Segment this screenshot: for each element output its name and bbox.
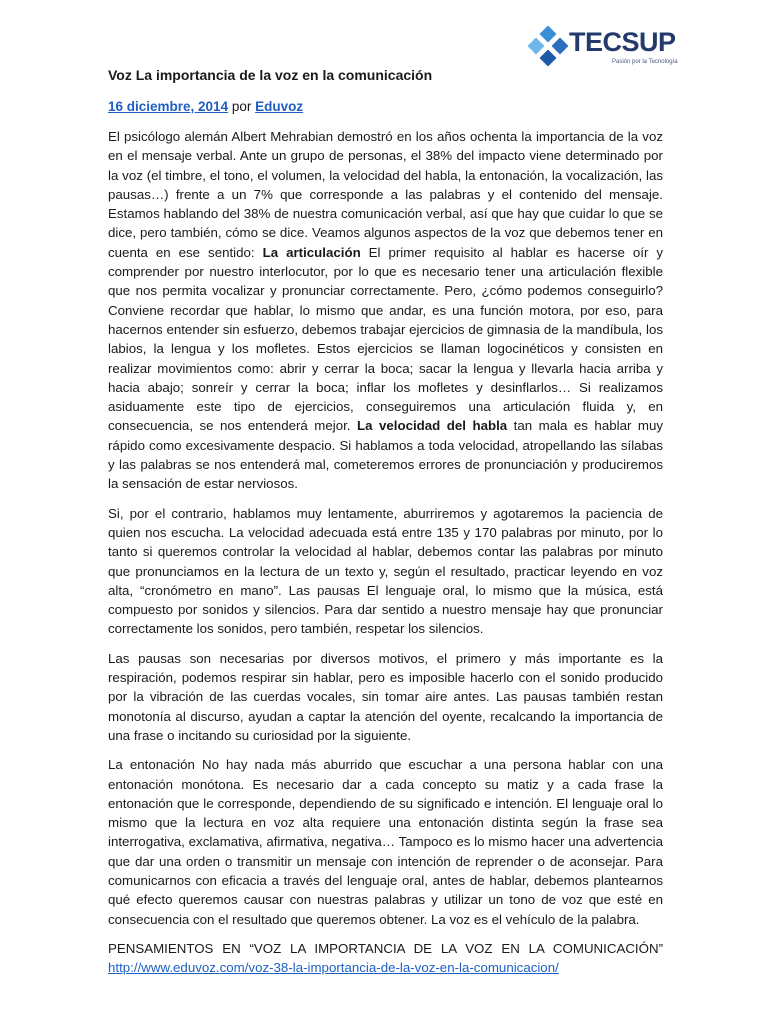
pensamientos-heading: PENSAMIENTOS EN “VOZ LA IMPORTANCIA DE LA VOZ EN LA COMUNICACIÓN”	[108, 940, 663, 956]
document-title: Voz La importancia de la voz en la comunicación	[108, 67, 433, 83]
p1-text-a: El psicólogo alemán Albert Mehrabian demostró en los años ochenta la importancia de la voz en el mensaje verbal. Ante un grupo de personas, el 38% del impacto viene determinado por la voz (el timbre, el tono, el volumen, la velocidad del habla, la entonación, la vocalización, las pausas…) frente a un 7% que corresponde a las palabras y el contenido del mensaje. Estamos hablando del 38% de nuestra comunicación verbal, así que hay que cuidar lo que se dice, pero también, cómo se dice. Veamos algunos aspectos de la voz que debemos tener en cuenta en ese sentido:	[108, 129, 663, 260]
logo-tagline: Pasión por la Tecnología	[612, 59, 678, 65]
date-link[interactable]: 16 diciembre, 2014	[108, 99, 229, 114]
by-label: por	[231, 99, 252, 114]
source-url-link[interactable]: http://www.eduvoz.com/voz-38-la-importancia-de-la-voz-en-la-comunicacion/	[108, 960, 559, 976]
paragraph-1	[108, 127, 663, 494]
paragraph-3: Las pausas son necesarias por diversos motivos, el primero y más importante es la respiración, podemos respirar sin hablar, pero es imposible hacerlo con el sonido producido por la vibración de las cuerdas vocales, sin tomar aire antes. Las pausas también restan monotonía al discurso, ayudan a captar la atención del oyente, recalcando la importancia de una frase o incitando su curiosidad por la siguiente.	[108, 650, 663, 743]
p1-bold-velocidad: La velocidad del habla	[356, 418, 508, 434]
p1-bold-articulacion: La articulación	[262, 244, 361, 260]
paragraph-2: Si, por el contrario, hablamos muy lentamente, aburriremos y agotaremos la paciencia de quien nos escucha. La velocidad adecuada está entre 135 y 170 palabras por minuto, por lo tanto si queremos controlar la velocidad al hablar, debemos contar las palabras por minuto que pronunciamos en la lectura de un texto y, según el resultado, practicar leyendo en voz alta, “cronómetro en mano”. Las pausas El lenguaje oral, lo mismo que la música, está compuesto por sonidos y silencios. Para dar sentido a nuestro mensaje hay que pronunciar correctamente los sonidos, pero también, respetar los silencios.	[108, 505, 663, 637]
dateline	[108, 98, 663, 116]
document-body	[108, 66, 663, 977]
paragraph-4: La entonación No hay nada más aburrido que escuchar a una persona hablar con una entonación monótona. Es necesario dar a cada concepto su matiz y a cada frase la entonación que le corresponde, dependiendo de su significado e intención. El lenguaje oral lo mismo que la lectura en voz alta requiere una entonación distinta según la frase sea interrogativa, exclamativa, afirmativa, negativa… Tampoco es lo mismo hacer una advertencia que dar una orden o transmitir un mensaje con intención de reprender o de aconsejar. Para comunicarnos con eficacia a través del lenguaje oral, antes de hablar, debemos plantearnos qué efecto queremos causar con nuestras palabras y utilizar un tono de voz que esté en consecuencia con el resultado que queremos obtener. La voz es el vehículo de la palabra.	[108, 757, 663, 927]
p1-text-e: tan mala es hablar muy rápido como excesivamente despacio. Si hablamos a toda velocidad, atropellando las sílabas y las palabras se nos entenderá mal, cometeremos errores de pronunciación y produciremos la sensación de estar nerviosos.	[108, 418, 663, 492]
tecsup-emblem-icon	[528, 26, 568, 66]
p1-text-c: El primer requisito al hablar es hacerse oír y comprender por nuestro interlocutor, por lo que es necesario tener una articulación flexible que nos permita vocalizar y pronunciar correctamente. Pero, ¿cómo podemos conseguirlo? Conviene recordar que hablar, lo mismo que andar, es una función motora, por eso, para hacernos entender sin esfuerzo, debemos trabajar ejercicios de gimnasia de la mandíbula, los labios, la lengua y los mofletes. Estos ejercicios se llaman logocinéticos y consisten en realizar movimientos como: abrir y cerrar la boca; sacar la lengua y llevarla hacia arriba y hacia abajo; sonreír y cerrar la boca; inflar los mofletes y desinflarlos… Si realizamos asiduamente este tipo de ejercicios, conseguiremos una articulación fluida y, en consecuencia, se nos entenderá mejor.	[108, 244, 663, 434]
author-link[interactable]: Eduvoz	[255, 99, 304, 114]
logo-wordmark: TECSUP	[569, 27, 676, 57]
pensamientos-block	[108, 939, 663, 978]
tecsup-logo	[528, 26, 678, 70]
